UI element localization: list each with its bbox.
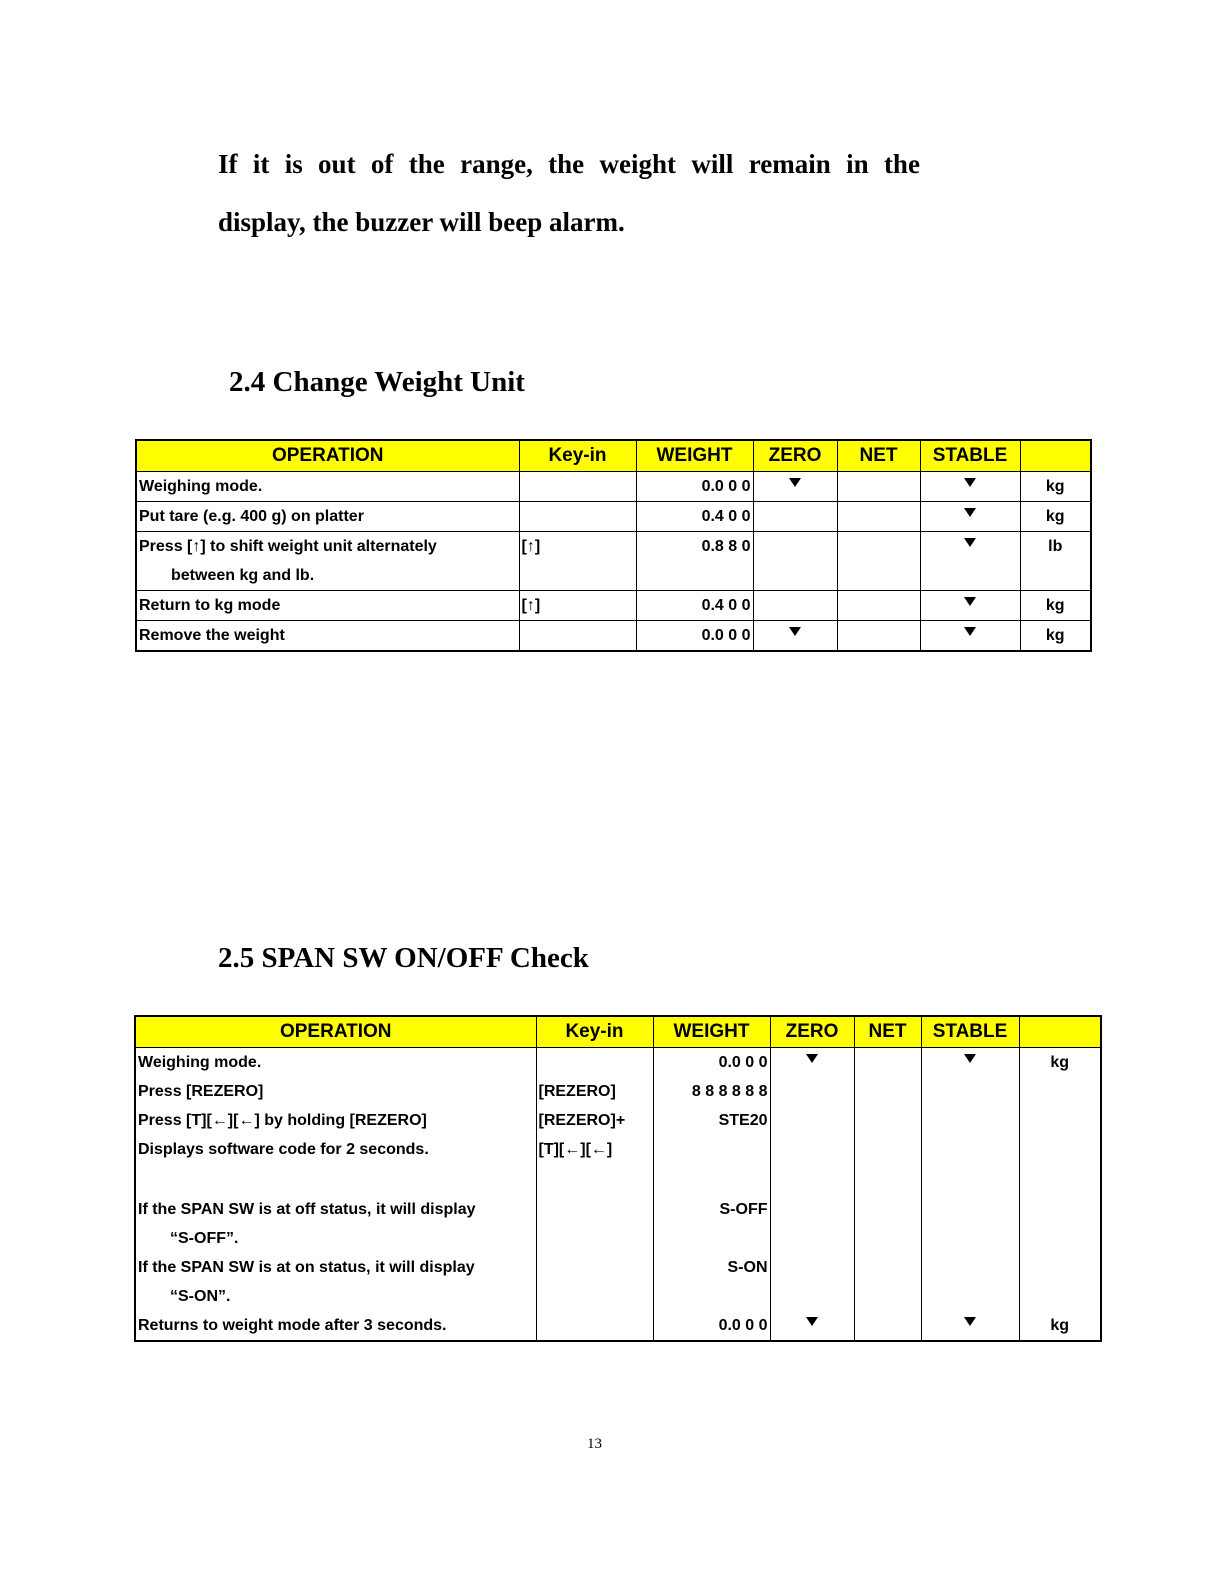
stable-indicator-icon	[924, 1048, 1017, 1077]
keyin-cell	[519, 472, 636, 502]
intro-word: the	[408, 149, 445, 179]
header-stable: STABLE	[920, 440, 1020, 472]
operation-line: If the SPAN SW is at on status, it will display	[138, 1259, 475, 1276]
stable-cell	[920, 621, 1020, 652]
span-sw-check-table	[134, 1015, 1102, 1342]
stable-indicator-icon	[924, 1311, 1017, 1340]
net-cell	[837, 621, 920, 652]
intro-paragraph	[218, 138, 920, 254]
zero-cell	[753, 502, 837, 532]
unit-line: kg	[1050, 1054, 1070, 1071]
spacer	[656, 1135, 768, 1164]
operation-line: Weighing mode.	[138, 1054, 262, 1071]
weight-cell: 0.8 8 0	[636, 532, 753, 591]
stable-cell	[920, 502, 1020, 532]
unit-cell	[1019, 1048, 1101, 1342]
zero-cell	[753, 591, 837, 621]
operation-cell	[136, 502, 519, 532]
weight-line: S-ON	[727, 1259, 768, 1276]
weight-line: 0.0 0 0	[718, 1054, 768, 1071]
operation-line: Displays software code for 2 seconds.	[138, 1141, 429, 1158]
operation-line: Returns to weight mode after 3 seconds.	[138, 1317, 447, 1334]
intro-word: is	[284, 149, 303, 179]
net-cell	[837, 472, 920, 502]
unit-cell: lb	[1020, 532, 1091, 591]
header-operation: OPERATION	[136, 440, 519, 472]
table-row	[135, 1048, 1101, 1342]
weight-line: 0.0 0 0	[718, 1317, 768, 1334]
table-header-row	[135, 1016, 1101, 1048]
intro-word: it	[252, 149, 270, 179]
net-cell	[837, 502, 920, 532]
stable-indicator-icon	[964, 508, 976, 525]
operation-cell	[136, 621, 519, 652]
operation-cell	[136, 591, 519, 621]
zero-cell	[753, 532, 837, 591]
unit-line: kg	[1050, 1317, 1070, 1334]
zero-cell	[753, 472, 837, 502]
operation-cell	[136, 532, 519, 591]
keyin-cell	[519, 621, 636, 652]
zero-indicator-icon	[773, 1311, 852, 1340]
operation-text-continued: between kg and lb.	[171, 567, 315, 584]
stable-indicator-icon	[964, 538, 976, 555]
intro-word: range,	[460, 149, 533, 179]
operation-line: “S-OFF”.	[170, 1230, 239, 1247]
keyin-cell	[519, 502, 636, 532]
unit-cell: kg	[1020, 502, 1091, 532]
stable-cell	[920, 591, 1020, 621]
keyin-line: [REZERO]	[538, 1083, 616, 1100]
keyin-cell: [↑]	[519, 532, 636, 591]
table-header-row	[136, 440, 1091, 472]
stable-cell	[920, 532, 1020, 591]
intro-word: If	[218, 149, 238, 179]
stable-indicator-icon	[964, 597, 976, 614]
header-weight: WEIGHT	[653, 1016, 770, 1048]
intro-line-1	[218, 138, 920, 196]
table-row	[136, 472, 1091, 502]
zero-indicator-icon	[789, 627, 801, 644]
operation-cell	[136, 472, 519, 502]
operation-line: “S-ON”.	[170, 1288, 231, 1305]
net-cell	[837, 532, 920, 591]
weight-line: S-OFF	[719, 1201, 768, 1218]
header-unit	[1020, 440, 1091, 472]
weight-cell: 0.4 0 0	[636, 591, 753, 621]
weight-cell	[653, 1048, 770, 1342]
section-2-5-title: 2.5 SPAN SW ON/OFF Check	[218, 942, 589, 974]
spacer	[539, 1048, 651, 1077]
net-cell	[854, 1048, 921, 1342]
weight-cell: 0.0 0 0	[636, 472, 753, 502]
operation-text: Remove the weight	[139, 627, 285, 644]
unit-cell: kg	[1020, 472, 1091, 502]
stable-indicator-icon	[964, 627, 976, 644]
intro-word: the	[883, 149, 920, 179]
intro-word: will	[691, 149, 734, 179]
header-weight: WEIGHT	[636, 440, 753, 472]
operation-cell	[135, 1048, 536, 1342]
weight-line: 8 8 8 8 8 8	[691, 1083, 768, 1100]
header-operation: OPERATION	[135, 1016, 536, 1048]
intro-word: remain	[748, 149, 831, 179]
header-stable: STABLE	[921, 1016, 1019, 1048]
header-key-in: Key-in	[536, 1016, 653, 1048]
keyin-line: [T][←][←]	[538, 1141, 613, 1158]
unit-cell: kg	[1020, 621, 1091, 652]
keyin-cell	[536, 1048, 653, 1342]
table-row	[136, 591, 1091, 621]
spacer	[138, 1164, 534, 1195]
weight-line: STE20	[718, 1112, 768, 1129]
weight-cell: 0.4 0 0	[636, 502, 753, 532]
operation-line: If the SPAN SW is at off status, it will display	[138, 1201, 476, 1218]
zero-indicator-icon	[773, 1048, 852, 1077]
table-row	[136, 621, 1091, 652]
change-weight-unit-table	[135, 439, 1092, 652]
operation-text: Return to kg mode	[139, 597, 281, 614]
weight-cell: 0.0 0 0	[636, 621, 753, 652]
intro-line-2: display, the buzzer will beep alarm.	[218, 207, 625, 237]
header-net: NET	[837, 440, 920, 472]
stable-cell	[921, 1048, 1019, 1342]
zero-cell	[770, 1048, 854, 1342]
stable-indicator-icon	[964, 478, 976, 495]
table-row	[136, 532, 1091, 591]
spacer	[656, 1224, 768, 1253]
spacer	[656, 1282, 768, 1311]
operation-text: Press [↑] to shift weight unit alternately	[139, 538, 437, 555]
operation-line: Press [T][←][←] by holding [REZERO]	[138, 1112, 427, 1129]
header-zero: ZERO	[770, 1016, 854, 1048]
page-number: 13	[587, 1436, 602, 1452]
intro-word: in	[846, 149, 869, 179]
intro-word: of	[370, 149, 394, 179]
header-unit	[1019, 1016, 1101, 1048]
operation-text: Put tare (e.g. 400 g) on platter	[139, 508, 364, 525]
zero-indicator-icon	[789, 478, 801, 495]
operation-line: Press [REZERO]	[138, 1083, 264, 1100]
stable-cell	[920, 472, 1020, 502]
keyin-cell: [↑]	[519, 591, 636, 621]
net-cell	[837, 591, 920, 621]
intro-word: out	[318, 149, 356, 179]
operation-text: Weighing mode.	[139, 478, 263, 495]
header-key-in: Key-in	[519, 440, 636, 472]
zero-cell	[753, 621, 837, 652]
header-zero: ZERO	[753, 440, 837, 472]
unit-cell: kg	[1020, 591, 1091, 621]
intro-word: weight	[599, 149, 677, 179]
header-net: NET	[854, 1016, 921, 1048]
intro-word: the	[548, 149, 585, 179]
section-2-4-title: 2.4 Change Weight Unit	[229, 366, 525, 398]
table-row	[136, 502, 1091, 532]
spacer	[656, 1164, 768, 1195]
keyin-line: [REZERO]+	[538, 1112, 626, 1129]
